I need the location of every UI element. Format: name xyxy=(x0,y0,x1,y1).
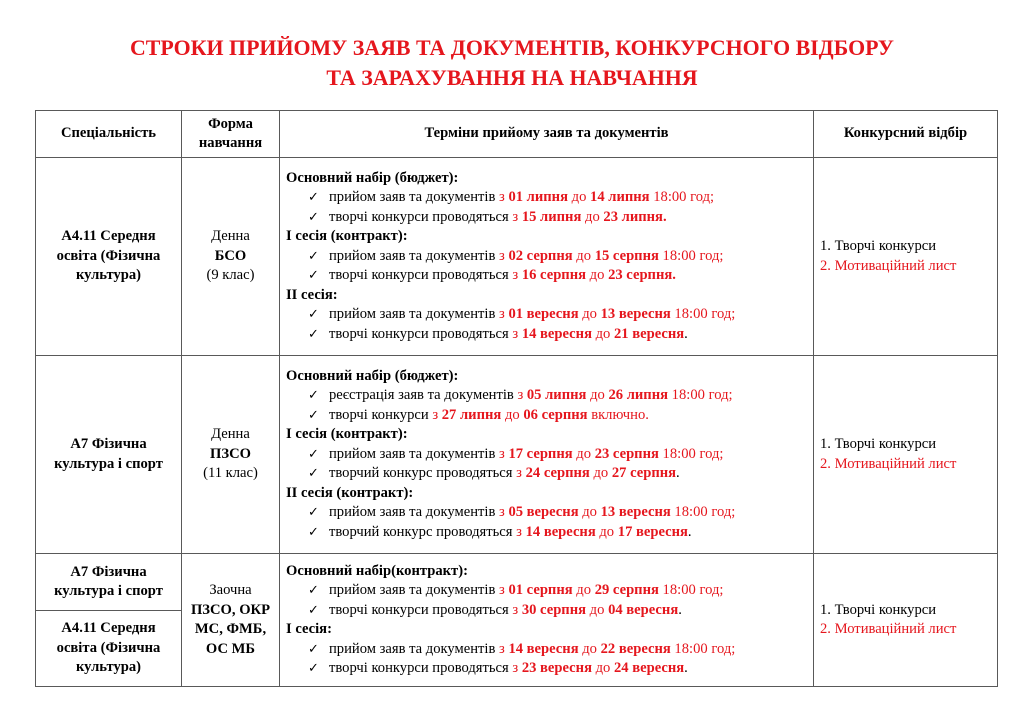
term-text: до xyxy=(572,247,595,264)
admission-schedule-table xyxy=(35,110,998,687)
term-text: до xyxy=(586,601,609,618)
term-text: . xyxy=(687,523,692,540)
date-text: 24 серпня xyxy=(525,465,590,482)
date-text: 16 серпня xyxy=(521,267,587,284)
term-text: з xyxy=(512,601,522,618)
term-text: прийом заяв та документів xyxy=(329,306,500,323)
title-line: СТРОКИ ПРИЙОМУ ЗАЯВ ТА ДОКУМЕНТІВ, КОНКУРСНОГО ВІДБОРУ xyxy=(129,35,894,60)
education-base: ПЗСО xyxy=(210,445,251,462)
term-text: прийом заяв та документів xyxy=(329,189,500,206)
study-form-cell xyxy=(182,356,280,554)
term-text: до xyxy=(501,406,524,423)
date-text: 14 вересня xyxy=(525,523,596,540)
term-bullet xyxy=(286,581,807,601)
check-icon xyxy=(308,503,319,523)
term-text: . xyxy=(684,325,688,342)
term-text: 18:00 год; xyxy=(670,306,736,323)
term-text: творчі конкурси xyxy=(329,406,433,423)
term-text: з xyxy=(499,445,509,462)
term-text: до xyxy=(572,582,595,598)
term-text: творчі конкурси проводяться xyxy=(329,660,513,676)
date-text: 21 вересня xyxy=(614,325,685,342)
date-text: 01 липня xyxy=(508,189,568,206)
term-text: до xyxy=(586,387,609,404)
term-text: прийом заяв та документів xyxy=(329,582,500,598)
term-bullet xyxy=(286,208,807,228)
date-text: 13 вересня xyxy=(600,504,671,521)
selection-cell xyxy=(814,554,998,687)
header-competitive-selection: Конкурсний відбір xyxy=(814,111,998,158)
study-form-cell xyxy=(182,554,280,687)
check-icon xyxy=(308,188,319,208)
term-text: 18:00 год; xyxy=(670,640,736,657)
study-form-mode: Денна xyxy=(211,426,250,443)
date-text: 06 серпня xyxy=(523,406,588,423)
term-text: до xyxy=(581,208,604,225)
selection-criterion: 2. Мотиваційний лист xyxy=(820,621,957,637)
header-study-form: Форма навчання xyxy=(182,111,280,158)
date-text: 23 вересня xyxy=(521,660,592,676)
header-specialty: Спеціальність xyxy=(36,111,182,158)
grade-level: (11 клас) xyxy=(203,465,258,482)
admission-terms-cell xyxy=(280,158,814,356)
term-bullet xyxy=(286,464,807,484)
term-text: з xyxy=(512,208,522,225)
term-text: до xyxy=(572,445,595,462)
date-text: 26 липня xyxy=(608,387,669,404)
date-text: 23 липня. xyxy=(603,208,667,225)
check-icon xyxy=(308,464,319,484)
session-heading: І сесія (контракт): xyxy=(286,228,408,245)
term-text: . xyxy=(678,601,682,618)
specialty-name: А4.11 Середня освіта (Фізична культура) xyxy=(56,228,161,284)
term-bullet xyxy=(286,445,807,465)
term-text: з xyxy=(512,660,522,676)
term-text: з xyxy=(499,189,509,206)
term-text: включно. xyxy=(587,406,649,423)
term-text: до xyxy=(595,523,618,540)
date-text: 13 вересня xyxy=(600,306,671,323)
term-text: . xyxy=(676,465,680,482)
term-bullet xyxy=(286,406,807,426)
term-text: творчі конкурси проводяться xyxy=(329,208,513,225)
date-text: 17 серпня xyxy=(508,445,573,462)
admission-terms-cell xyxy=(280,356,814,554)
page-title xyxy=(0,33,1024,93)
check-icon xyxy=(308,445,319,465)
term-text: 18:00 год; xyxy=(658,445,724,462)
term-text: до xyxy=(578,306,601,323)
session-heading: ІІ сесія: xyxy=(286,286,338,303)
selection-criterion: 2. Мотиваційний лист xyxy=(820,455,957,472)
education-base: БСО xyxy=(214,247,247,264)
date-text: 27 серпня xyxy=(611,465,677,482)
date-text: 14 вересня xyxy=(508,640,579,657)
term-bullet xyxy=(286,325,807,345)
date-text: 04 вересня xyxy=(608,601,679,618)
term-text: 18:00 год; xyxy=(649,189,715,206)
term-bullet xyxy=(286,188,807,208)
education-base: ПЗСО, ОКР МС, ФМБ, ОС МБ xyxy=(190,601,271,657)
date-text: 30 серпня xyxy=(521,601,587,618)
grade-level: (9 клас) xyxy=(206,267,255,284)
check-icon xyxy=(308,406,319,426)
specialty-cell xyxy=(36,158,182,356)
term-text: до xyxy=(578,504,601,521)
specialty-cell xyxy=(36,554,182,611)
selection-criterion: 2. Мотиваційний лист xyxy=(820,257,957,274)
term-bullet xyxy=(286,503,807,523)
date-text: 15 липня xyxy=(521,208,582,225)
term-text: творчий конкурс проводяться xyxy=(329,465,517,482)
check-icon xyxy=(308,208,319,228)
term-text: до xyxy=(591,325,614,342)
specialty-cell xyxy=(36,356,182,554)
term-text: до xyxy=(578,640,601,657)
session-heading: Основний набір (бюджет): xyxy=(286,169,459,186)
term-text: з xyxy=(512,267,522,284)
term-text: 18:00 год; xyxy=(658,582,724,598)
term-text: з xyxy=(499,640,509,657)
check-icon xyxy=(308,325,319,345)
table-row xyxy=(36,554,998,611)
term-text: до xyxy=(591,660,614,676)
specialty-name: А4.11 Середня освіта (Фізична культура) xyxy=(56,620,161,676)
session-heading: Основний набір (бюджет): xyxy=(286,367,459,384)
check-icon xyxy=(308,266,319,286)
date-text: 27 липня xyxy=(441,406,502,423)
term-text: 18:00 год; xyxy=(668,387,733,404)
term-text: прийом заяв та документів xyxy=(329,247,500,264)
check-icon xyxy=(308,523,319,543)
date-text: 05 липня xyxy=(526,387,587,404)
term-bullet xyxy=(286,640,807,660)
study-form-mode: Денна xyxy=(211,228,250,245)
check-icon xyxy=(308,640,319,660)
term-bullet xyxy=(286,247,807,267)
check-icon xyxy=(308,601,319,621)
date-text: 15 серпня xyxy=(594,247,659,264)
date-text: 24 вересня xyxy=(614,660,685,676)
term-text: з xyxy=(517,387,527,404)
selection-criterion: 1. Творчі конкурси xyxy=(820,238,937,254)
table-row xyxy=(36,356,998,554)
term-bullet xyxy=(286,305,807,325)
specialty-cell xyxy=(36,611,182,687)
term-text: творчий конкурс проводяться xyxy=(329,523,517,540)
term-text: до xyxy=(586,267,609,284)
term-bullet xyxy=(286,266,807,286)
term-text: з xyxy=(499,582,509,598)
term-text: . xyxy=(684,660,688,676)
term-text: з xyxy=(432,406,442,423)
term-bullet xyxy=(286,601,807,621)
study-form-cell xyxy=(182,158,280,356)
term-text: з xyxy=(499,247,509,264)
term-text: прийом заяв та документів xyxy=(329,504,500,521)
term-text: з xyxy=(516,523,526,540)
table-header xyxy=(36,111,998,158)
title-line: ТА ЗАРАХУВАННЯ НА НАВЧАННЯ xyxy=(326,65,698,90)
term-text: 18:00 год; xyxy=(670,504,736,521)
term-text: творчі конкурси проводяться xyxy=(329,325,513,342)
term-text: творчі конкурси проводяться xyxy=(329,267,513,284)
date-text: 29 серпня xyxy=(594,582,659,598)
date-text: 01 серпня xyxy=(508,582,573,598)
term-text: до xyxy=(589,465,612,482)
date-text: 14 вересня xyxy=(521,325,592,342)
table-body xyxy=(36,158,998,687)
check-icon xyxy=(308,305,319,325)
session-heading: ІІ сесія (контракт): xyxy=(286,484,414,501)
header-row xyxy=(36,111,998,158)
specialty-name: А7 Фізична культура і спорт xyxy=(54,563,163,599)
term-text: 18:00 год; xyxy=(658,247,724,264)
date-text: 17 вересня xyxy=(617,523,688,540)
selection-cell xyxy=(814,158,998,356)
session-heading: Основний набір(контракт): xyxy=(286,562,468,579)
selection-criterion: 1. Творчі конкурси xyxy=(820,601,937,618)
admission-terms-cell xyxy=(280,554,814,687)
specialty-name: А7 Фізична культура і спорт xyxy=(54,436,163,472)
date-text: 23 серпня xyxy=(594,445,659,462)
check-icon xyxy=(308,247,319,267)
term-bullet xyxy=(286,386,807,406)
term-text: з xyxy=(499,306,509,323)
term-text: прийом заяв та документів xyxy=(329,445,500,462)
date-text: 02 серпня xyxy=(508,247,573,264)
term-text: з xyxy=(516,465,526,482)
selection-criterion: 1. Творчі конкурси xyxy=(820,436,937,452)
date-text: 01 вересня xyxy=(508,306,579,323)
date-text: 22 вересня xyxy=(600,640,671,657)
check-icon xyxy=(308,386,319,406)
term-text: прийом заяв та документів xyxy=(329,640,500,657)
check-icon xyxy=(308,581,319,601)
check-icon xyxy=(308,659,319,679)
term-text: творчі конкурси проводяться xyxy=(329,601,513,618)
date-text: 05 вересня xyxy=(508,504,579,521)
table-row xyxy=(36,158,998,356)
term-text: з xyxy=(512,325,522,342)
selection-cell xyxy=(814,356,998,554)
session-heading: І сесія: xyxy=(286,621,332,637)
date-text: 23 серпня. xyxy=(608,267,676,284)
term-bullet xyxy=(286,659,807,679)
term-bullet xyxy=(286,523,807,543)
study-form-mode: Заочна xyxy=(209,582,252,598)
date-text: 14 липня xyxy=(590,189,650,206)
header-admission-terms: Терміни прийому заяв та документів xyxy=(280,111,814,158)
term-text: з xyxy=(499,504,509,521)
term-text: до xyxy=(568,189,591,206)
term-text: реєстрація заяв та документів xyxy=(329,387,518,404)
session-heading: І сесія (контракт): xyxy=(286,426,408,443)
